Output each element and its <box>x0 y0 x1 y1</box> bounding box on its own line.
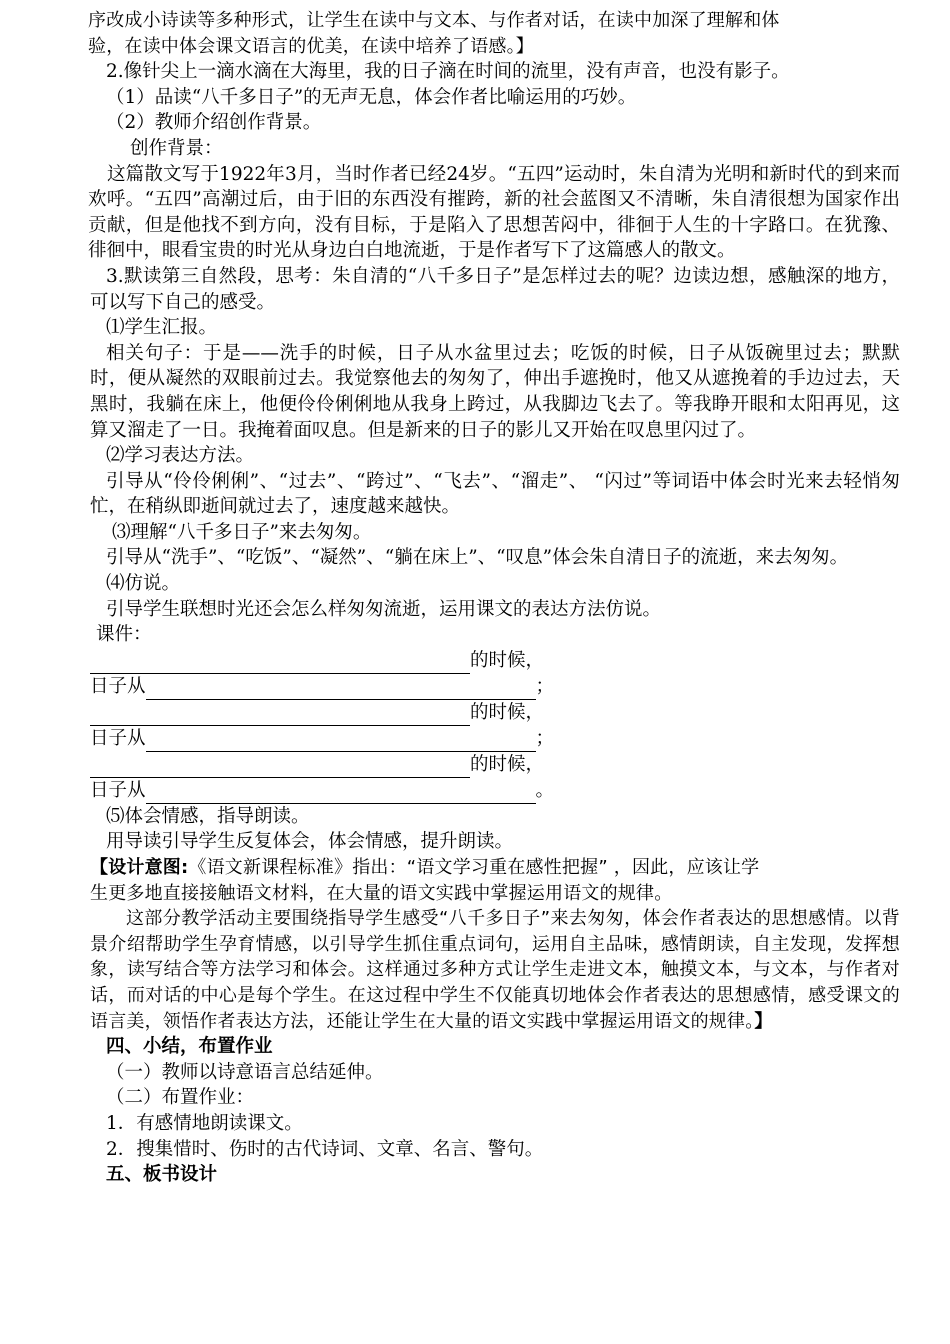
blank-line[interactable] <box>90 757 470 778</box>
design-intent-paragraph <box>90 906 900 1034</box>
background-text: 这篇散文写于1922年3月，当时作者已经24岁。“五四”运动时，朱自清为光明和新时代的到来而欢呼。“五四”高潮过后，由于旧的东西没有摧跨，新的社会蓝图又不清晰，朱自清很想为国家作出贡献，但是他找不到方向，没有目标，于是陷入了思想苦闷中，徘徊于人生的十字路口。在犹豫、徘徊中，眼看宝贵的时光从身边白白地流逝，于是作者写下了这篇感人的散文。 <box>88 163 900 262</box>
subsection-5-text: 用导读引导学生反复体会，体会情感，提升朗读。 <box>106 831 514 853</box>
subsection-3-text: 引导从“洗手”、“吃饭”、“凝然”、“躺在床上”、“叹息”体会朱自清日子的流逝，来去匆匆。 <box>106 547 849 569</box>
subsection-3-title: ⑶理解“八千多日子”来去匆匆。 <box>112 521 372 543</box>
subsection-4-text: 引导学生联想时光还会怎么样匆匆流逝，运用课文的表达方法仿说。 <box>106 598 662 620</box>
blank-row-days-2 <box>90 726 900 752</box>
when-text: 的时候， <box>470 702 545 724</box>
blank-row-when-2 <box>90 700 900 726</box>
intro-line-1: 序改成小诗读等多种形式，让学生在读中与文本、与作者对话，在读中加深了理解和体 <box>88 10 780 31</box>
semicolon: ； <box>535 728 555 750</box>
days-from-text: 日子从 <box>90 780 146 802</box>
section-5-heading: 五、板书设计 <box>106 1164 218 1186</box>
subsection-2-text: 引导从“伶伶俐俐”、“过去”、“跨过”、“飞去”、“溜走”、 “闪过”等词语中体会时光来去轻悄匆忙，在稍纵即逝间就过去了，速度越来越快。 <box>90 470 900 518</box>
period: 。 <box>535 780 555 802</box>
blank-line[interactable] <box>146 731 536 752</box>
subsection-5-title: ⑸体会情感，指导朗读。 <box>106 805 310 827</box>
blank-row-days-3 <box>90 778 900 804</box>
section-2-item-2: （2）教师介绍创作背景。 <box>106 112 322 134</box>
blank-line[interactable] <box>90 653 470 674</box>
subsection-2-title: ⑵学习表达方法。 <box>106 445 255 467</box>
when-text: 的时候， <box>470 754 545 776</box>
homework-1: 1．有感情地朗读课文。 <box>106 1112 303 1134</box>
subsection-1-title: ⑴学生汇报。 <box>106 317 218 339</box>
design-intent-line-1 <box>90 855 900 881</box>
blank-row-when-3 <box>90 752 900 778</box>
blank-line[interactable] <box>146 679 536 700</box>
days-from-text: 日子从 <box>90 728 146 750</box>
intro-line-2: 验，在读中体会课文语言的优美，在读中培养了语感。】 <box>88 35 534 57</box>
design-intent-text: 这部分教学活动主要围绕指导学生感受“八千多日子”来去匆匆，体会作者表达的思想感情。以背景介绍帮助学生孕育情感，以引导学生抓住重点词句，运用自主品味，感情朗读，自主发现，发挥想象，读写结合等方法学习和体会。这样通过多种方式让学生走进文本，触摸文本，与文本，与作者对话，而对话的中心是每个学生。在这过程中学生不仅能真切地体会作者表达的思想感情，感受课文的语言美，领悟作者表达方法，还能让学生在大量的语文实践中掌握运用语文的规律。 <box>90 908 900 1032</box>
courseware-label: 课件： <box>96 624 152 646</box>
design-intent-line-2: 生更多地直接接触语文材料，在大量的语文实践中掌握运用语文的规律。 <box>90 882 673 904</box>
blank-row-days-1 <box>90 674 900 700</box>
design-intent-label: 【设计意图: <box>90 857 189 879</box>
section-2-item-1: （1）品读“八千多日子”的无声无息，体会作者比喻运用的巧妙。 <box>106 86 637 108</box>
subsection-4-title: ⑷仿说。 <box>106 573 181 595</box>
design-intent-line-1-text: 《语文新课程标准》指出：“语文学习重在感性把握” ，因此，应该让学 <box>188 857 760 879</box>
fill-in-blank-block <box>90 648 900 804</box>
homework-2: 2．搜集惜时、伤时的古代诗词、文章、名言、警句。 <box>106 1138 544 1160</box>
semicolon: ； <box>535 676 555 698</box>
section-2-heading: 2.像针尖上一滴水滴在大海里，我的日子滴在时间的流里，没有声音，也没有影子。 <box>106 61 790 83</box>
when-text: 的时候， <box>470 650 545 672</box>
section-4-item-2: （二）布置作业： <box>106 1087 255 1109</box>
background-label: 创作背景： <box>130 137 223 159</box>
section-4-heading: 四、小结，布置作业 <box>106 1036 273 1058</box>
subsection-1-text: 相关句子：于是——洗手的时候，日子从水盆里过去；吃饭的时候，日子从饭碗里过去；默默时，便从凝然的双眼前过去。我觉察他去的匆匆了，伸出手遮挽时，他又从遮挽着的手边过去，天黑时，我躺在床上，他便伶伶俐俐地从我身上跨过，从我脚边飞去了。等我睁开眼和太阳再见，这算又溜走了一日。我掩着面叹息。但是新来的日子的影儿又开始在叹息里闪过了。 <box>90 342 900 441</box>
blank-line[interactable] <box>146 783 536 804</box>
blank-row-when-1 <box>90 648 900 674</box>
blank-line[interactable] <box>90 705 470 726</box>
section-3-heading: 3.默读第三自然段，思考：朱自清的“八千多日子”是怎样过去的呢？边读边想，感触深的地方，可以写下自己的感受。 <box>90 265 900 313</box>
section-4-item-1: （一）教师以诗意语言总结延伸。 <box>106 1061 384 1083</box>
days-from-text: 日子从 <box>90 676 146 698</box>
design-intent-end: 】 <box>754 1010 773 1032</box>
